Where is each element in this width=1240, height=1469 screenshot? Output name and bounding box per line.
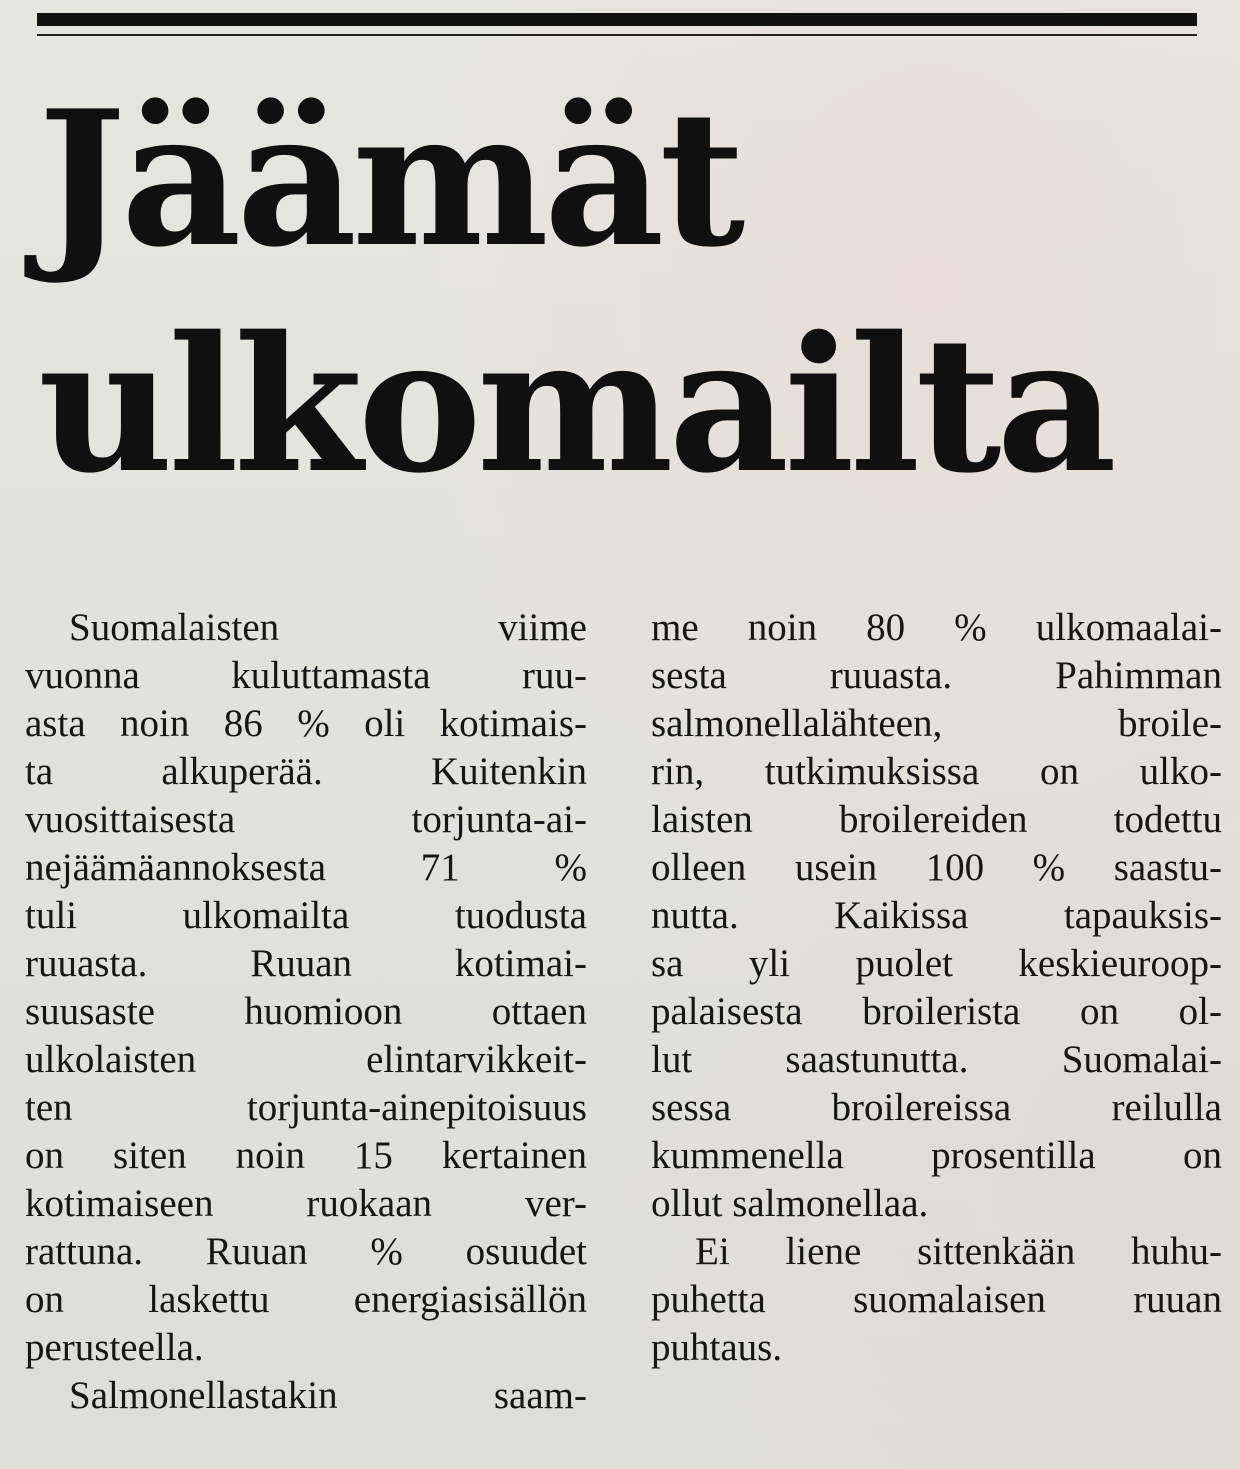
article-column-left	[25, 604, 587, 1420]
text-line: ulkolaisten elintarvikkeit-	[25, 1038, 587, 1081]
text-line: asta noin 86 % oli kotimais-	[25, 702, 587, 745]
top-rule-thin	[37, 34, 1197, 36]
text-line: vuonna kuluttamasta ruu-	[25, 654, 587, 697]
text-line: ruuasta. Ruuan kotimai-	[25, 942, 587, 985]
text-line: salmonellalähteen, broile-	[651, 702, 1222, 745]
text-line: rin, tutkimuksissa on ulko-	[651, 750, 1222, 793]
text-line: nutta. Kaikissa tapauksis-	[651, 894, 1222, 937]
text-line: perusteella.	[25, 1326, 204, 1369]
headline-line-1: Jäämät	[38, 69, 741, 288]
text-line: Suomalaisten viime	[69, 606, 587, 649]
text-line: suusaste huomioon ottaen	[25, 990, 587, 1033]
text-line: puhetta suomalaisen ruuan	[651, 1278, 1222, 1321]
top-rule-thick	[37, 13, 1197, 26]
article-column-right	[651, 604, 1222, 1372]
headline	[38, 66, 1112, 518]
text-line: sa yli puolet keskieuroop-	[651, 942, 1222, 985]
text-line: on siten noin 15 kertainen	[25, 1134, 587, 1177]
text-line: Salmonellastakin saam-	[69, 1374, 587, 1417]
text-line: olleen usein 100 % saastu-	[651, 846, 1222, 889]
text-line: ollut salmonellaa.	[651, 1182, 929, 1225]
text-line: nejäämäannoksesta 71 %	[25, 846, 587, 889]
text-line: me noin 80 % ulkomaalai-	[651, 606, 1222, 649]
text-line: laisten broilereiden todettu	[651, 798, 1222, 841]
text-line: tuli ulkomailta tuodusta	[25, 894, 587, 937]
text-line: puhtaus.	[651, 1326, 783, 1369]
text-line: rattuna. Ruuan % osuudet	[25, 1230, 587, 1273]
text-line: Ei liene sittenkään huhu-	[695, 1230, 1222, 1273]
text-line: ten torjunta-ainepitoisuus	[25, 1086, 587, 1129]
text-line: on laskettu energiasisällön	[25, 1278, 587, 1321]
text-line: vuosittaisesta torjunta-ai-	[25, 798, 587, 841]
text-line: palaisesta broilerista on ol-	[651, 990, 1222, 1033]
text-line: kotimaiseen ruokaan ver-	[25, 1182, 587, 1225]
text-line: kummenella prosentilla on	[651, 1134, 1222, 1177]
text-line: sesta ruuasta. Pahimman	[651, 654, 1222, 697]
text-line: ta alkuperää. Kuitenkin	[25, 750, 587, 793]
text-line: lut saastunutta. Suomalai-	[651, 1038, 1222, 1081]
text-line: sessa broilereissa reilulla	[651, 1086, 1222, 1129]
headline-line-2: ulkomailta	[38, 295, 1112, 514]
